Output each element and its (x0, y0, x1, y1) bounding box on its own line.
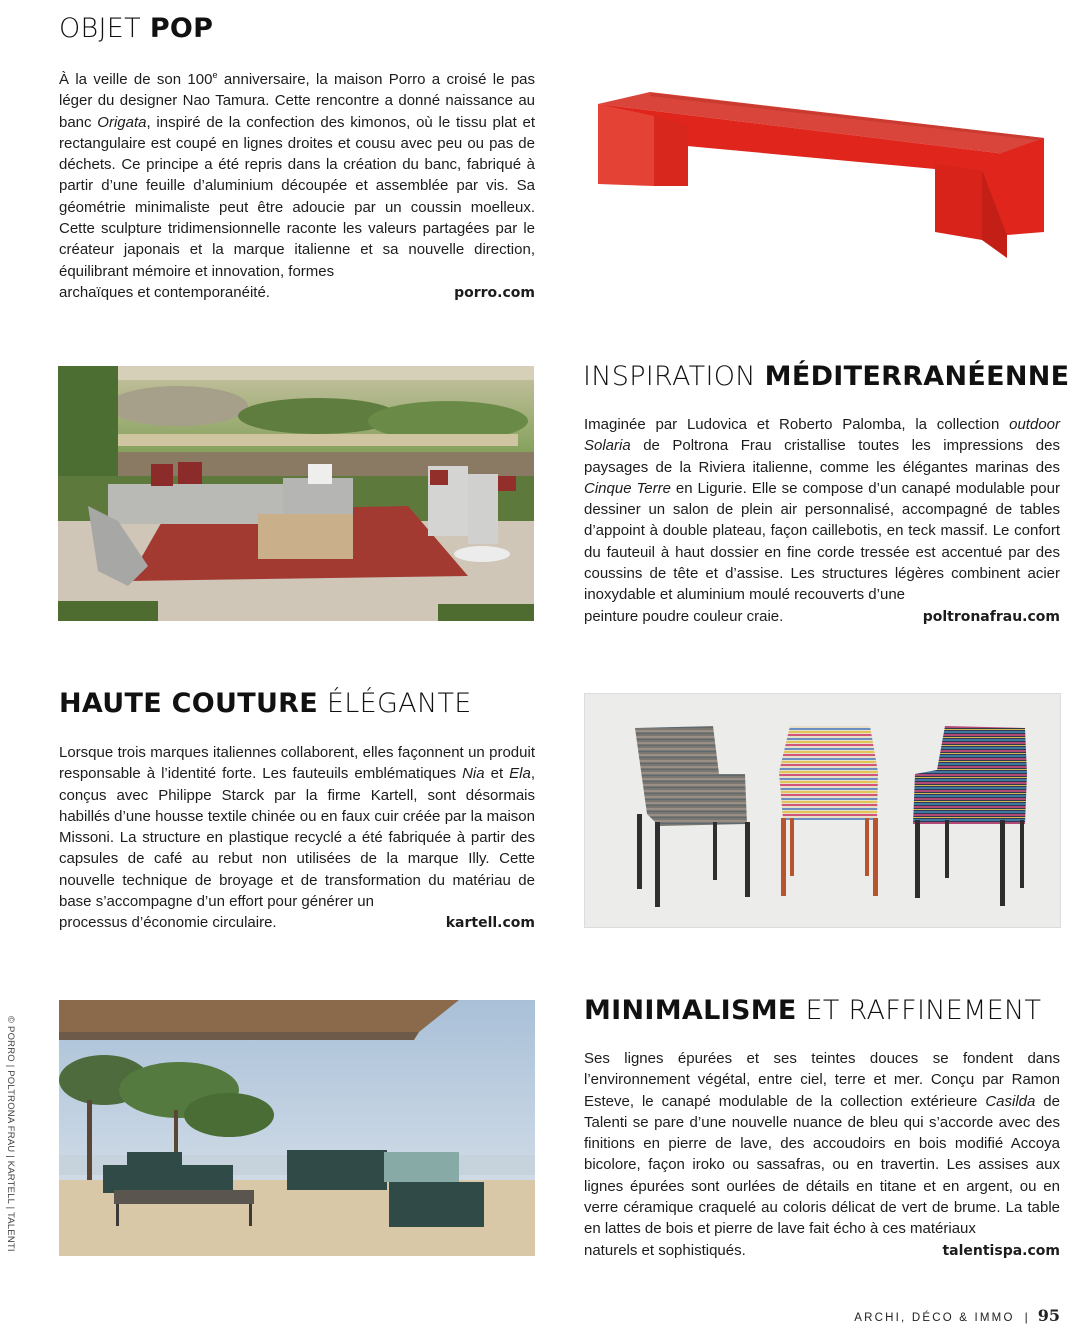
cushion (151, 464, 173, 486)
text: Lorsque trois marques italiennes collaborent, elles façonnent un produit responsable à l’identité forte. Les fauteuils emblématiques (59, 744, 535, 783)
bench-left-leg (598, 104, 654, 186)
shrub (108, 386, 248, 426)
photo-credits (0, 1016, 20, 1266)
text: anniversaire, la maison Porro a croisé le pas léger du designer Nao Tamura. Cette rencontre a donné naissance au banc (59, 71, 535, 131)
title-bold: MINIMALISME (584, 995, 797, 1026)
article-inspiration (584, 414, 1060, 628)
article-objet-pop (59, 65, 535, 304)
chair-leg (781, 818, 786, 896)
text: naturels et sophistiqués. (584, 1241, 746, 1259)
chair-grey (635, 726, 747, 826)
last-line (59, 282, 535, 304)
title-light: OBJET (59, 13, 150, 44)
chair-leg (790, 818, 794, 876)
roof-edge (59, 1032, 419, 1040)
foreground-bush (438, 604, 534, 621)
terrace-sofa-illustration (59, 1000, 535, 1256)
photo-solaria-garden (58, 366, 534, 621)
table-leg (116, 1204, 119, 1226)
chair-leg (915, 820, 920, 898)
chairs-illustration (585, 694, 1061, 928)
superscript: e (212, 70, 218, 80)
foreground-bush (58, 601, 158, 621)
chair-dark (913, 726, 1027, 824)
chair-leg (873, 818, 878, 896)
article-paragraph (59, 65, 535, 282)
chair-leg (1000, 820, 1005, 906)
sofa-back (127, 1152, 182, 1168)
photo-missoni-chairs (584, 693, 1061, 928)
text: processus d’économie circulaire. (59, 914, 277, 932)
sky-strip (58, 366, 534, 380)
section-title-minimalisme (584, 997, 1041, 1024)
coffee-table (258, 514, 353, 559)
chair-leg (745, 822, 750, 897)
italic-product-name: Nia (462, 765, 485, 783)
tree-trunk (87, 1100, 92, 1180)
chair-leg (1020, 820, 1024, 888)
text: Ses lignes épurées et ses teintes douces se fondent dans l’environnement végétal, entre ciel, terre et mer. Conçu par Ramon Esteve, le canapé modulable de la collection extérieure (584, 1050, 1060, 1110)
garden-lounge-illustration (58, 366, 534, 621)
page-number: 95 (1037, 1306, 1060, 1325)
page-footer (854, 1306, 1060, 1325)
table-leg (249, 1204, 252, 1226)
title-light: ÉLÉGANTE (318, 688, 472, 719)
cushion (498, 476, 516, 491)
brand-link-talenti[interactable]: talentispa.com (942, 1242, 1060, 1259)
section-title-haute-couture (59, 690, 472, 717)
armchair (468, 474, 498, 544)
bench-left-leg-inner (654, 116, 688, 186)
cushion (178, 462, 202, 484)
chair-multicolor (779, 726, 878, 820)
text: de Talenti se pare d’une nouvelle nuance de bleu qui s’accorde avec des finitions en pierre de lave, des accoudoirs en bois modifié Accoya bicolore, façon iroko ou sassafras, ou en travertin. Les assises aux lignes épurées sont ourlées de détails en titane et en argent, ou en verre céramique craquelé au coloris délicat de vert de brume. La table en lattes de bois et pierre de lave fait écho à ces matériaux (584, 1092, 1060, 1238)
text: À la veille de son 100 (59, 71, 213, 88)
article-haute-couture (59, 742, 535, 935)
chair-leg (637, 814, 642, 889)
brand-link-porro[interactable]: porro.com (454, 284, 535, 301)
roof-overhang (59, 1000, 459, 1036)
photo-casilda-terrace (59, 1000, 535, 1256)
coffee-table (114, 1190, 254, 1204)
dry-field (118, 434, 518, 446)
pine-tree (184, 1093, 274, 1137)
text: en Ligurie. Elle se compose d’un canapé modulable pour dessiner un salon de plein air personnalisé, accompagné de tables d’appoint à double plateau, façon caillebotis, en teck massif. Le confort du fauteuil à haut dossier en fine corde tressée est accentué par des coussins de tête et d’assise. Les structures légères combinent acier inoxydable et aluminium moulé recouverts d’une (584, 479, 1060, 604)
text: de Poltrona Frau cristallise toutes les impressions des paysages de la Riviera italienne, comme les élégantes marinas des (584, 437, 1060, 476)
chair-leg (655, 822, 660, 907)
footer-separator: | (1024, 1310, 1028, 1324)
text: , conçus avec Philippe Starck par la firme Kartell, sont désormais habillés d’une housse textile chinée ou en faux cuir créée par la maison Missoni. La structure en plastique recyclé a été fabriquée à partir des capsules de café au rebut non utilisées de la marque Illy. Cette nouvelle technique de broyage et de transformation du matériau de base s’accompagne d’un effort pour générer un (59, 765, 535, 911)
italic-product-name: Ela (509, 765, 531, 783)
section-title-objet-pop (59, 15, 213, 42)
sofa-right (287, 1150, 387, 1190)
article-paragraph (59, 742, 535, 912)
title-light: INSPIRATION (583, 361, 765, 392)
sofa-left (103, 1165, 233, 1193)
last-line (584, 1240, 1060, 1262)
title-bold: MÉDITERRANÉENNE (764, 361, 1070, 392)
sofa-light-cushions (384, 1152, 459, 1182)
cushion (430, 470, 448, 485)
cushion (308, 464, 332, 484)
chair-leg (713, 822, 717, 880)
magazine-name: ARCHI, DÉCO & IMMO (854, 1312, 1015, 1324)
last-line (59, 912, 535, 934)
title-bold: POP (149, 13, 214, 44)
chair-leg (865, 818, 869, 876)
article-minimalisme (584, 1048, 1060, 1262)
italic-collection-name: Casilda (985, 1092, 1036, 1110)
text: archaïques et contemporanéité. (59, 283, 270, 301)
title-bold: HAUTE COUTURE (59, 688, 319, 719)
photo-credits-text: © PORRO | POLTRONA FRAU | KARTELL | TALENTI (5, 1016, 16, 1252)
text: et (484, 765, 510, 783)
red-bench-illustration (582, 60, 1062, 280)
italic-place-name: Cinque Terre (584, 479, 671, 497)
title-light: ET RAFFINEMENT (796, 995, 1042, 1026)
brand-link-poltronafrau[interactable]: poltronafrau.com (922, 608, 1060, 625)
section-title-inspiration (583, 363, 1069, 390)
last-line (584, 606, 1060, 628)
italic-product-name: Origata (97, 113, 147, 131)
article-paragraph (584, 414, 1060, 606)
photo-red-bench (582, 60, 1062, 280)
brand-link-kartell[interactable]: kartell.com (445, 915, 535, 932)
text: peinture poudre couleur craie. (584, 607, 784, 625)
bench-right-leg (935, 164, 982, 240)
italic-collection-name: outdoor Solaria (584, 416, 1060, 455)
side-table (454, 546, 510, 562)
text: , inspiré de la confection des kimonos, où le tissu plat et rectangulaire est coupé en lignes droites et cousu avec peu ou pas de déchets. Ce principe a été repris dans la création du banc, fabriqué à partir d’une feuille d’aluminium découpée et assemblée par vis. Sa géométrie minimaliste peut être adoucie par un coussin moelleux. Cette sculpture tridimensionnelle raconte les valeurs partagées par le créateur japonais et la marque italienne et sa nouvelle direction, équilibrant mémoire et innovation, formes (59, 113, 535, 280)
text: Imaginée par Ludovica et Roberto Palomba, la collection (584, 416, 1010, 433)
sofa-chaise (389, 1182, 484, 1227)
chair-leg (945, 820, 949, 878)
article-paragraph (584, 1048, 1060, 1240)
